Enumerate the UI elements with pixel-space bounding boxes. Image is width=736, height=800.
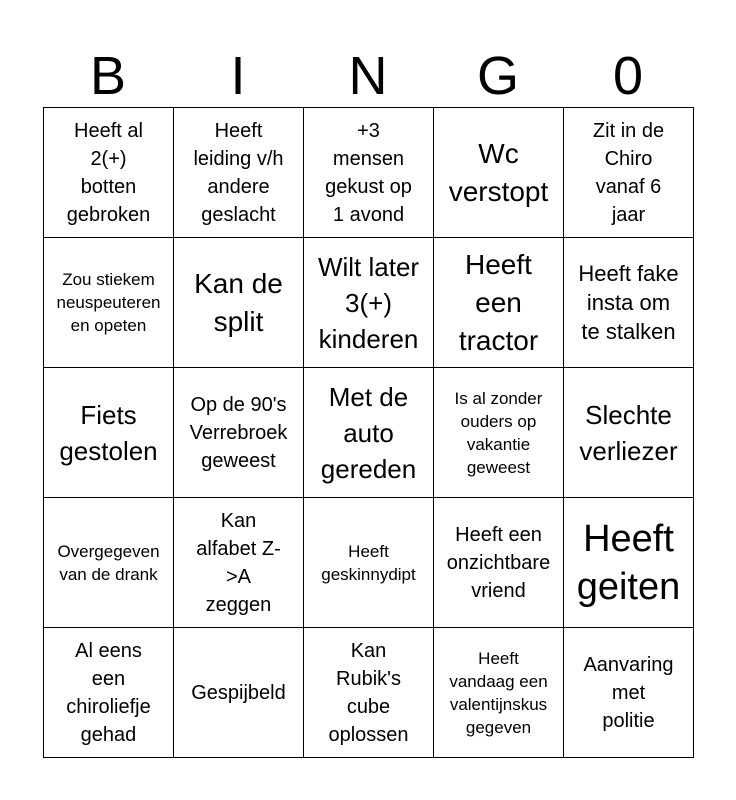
bingo-cell[interactable] xyxy=(174,238,304,368)
cell-text: Fiets gestolen xyxy=(59,399,158,466)
header-letter-b: B xyxy=(89,46,127,106)
cell-text: Heeft een tractor xyxy=(458,248,539,356)
cell-text: Heeft al 2(+) botten gebroken xyxy=(66,119,151,226)
bingo-cell[interactable] xyxy=(564,368,694,498)
bingo-cell[interactable] xyxy=(44,628,174,758)
cell-text: Kan de split xyxy=(194,267,283,337)
cell-text: Heeft geskinnydipt xyxy=(321,541,416,584)
cell-text: Slechte verliezer xyxy=(579,399,678,466)
cell-text: Gespijbeld xyxy=(191,681,286,704)
bingo-cell[interactable] xyxy=(564,628,694,758)
cell-text: Aanvaring met politie xyxy=(583,653,674,732)
bingo-cell[interactable] xyxy=(44,368,174,498)
bingo-cell[interactable] xyxy=(434,108,564,238)
bingo-cell[interactable] xyxy=(174,108,304,238)
bingo-cell[interactable] xyxy=(304,628,434,758)
bingo-cell[interactable] xyxy=(564,238,694,368)
cell-text: Wc verstopt xyxy=(448,137,549,207)
bingo-cell[interactable] xyxy=(174,368,304,498)
bingo-header xyxy=(43,44,693,108)
bingo-cell[interactable] xyxy=(304,498,434,628)
bingo-cell[interactable] xyxy=(564,108,694,238)
cell-text: Is al zonder ouders op vakantie geweest xyxy=(454,388,543,477)
bingo-cell[interactable] xyxy=(564,498,694,628)
bingo-cell[interactable] xyxy=(304,238,434,368)
bingo-cell[interactable] xyxy=(434,628,564,758)
bingo-cell[interactable] xyxy=(44,238,174,368)
header-letter-g: G xyxy=(476,46,519,106)
bingo-cell[interactable] xyxy=(304,368,434,498)
cell-text: Heeft leiding v/h andere geslacht xyxy=(193,119,284,226)
cell-text: Kan alfabet Z- >A zeggen xyxy=(196,509,281,616)
cell-text: Kan Rubik's cube oplossen xyxy=(328,639,409,746)
bingo-cell[interactable] xyxy=(44,498,174,628)
cell-text: Zou stiekem neuspeuteren en opeten xyxy=(56,270,161,335)
cell-text: Zit in de Chiro vanaf 6 jaar xyxy=(592,119,665,226)
cell-text: Al eens een chiroliefje gehad xyxy=(66,639,151,746)
bingo-cell[interactable] xyxy=(174,498,304,628)
bingo-cell[interactable] xyxy=(304,108,434,238)
bingo-board xyxy=(43,107,694,758)
cell-text: Heeft geiten xyxy=(576,517,681,608)
cell-text: Heeft fake insta om te stalken xyxy=(578,261,679,344)
cell-text: Overgegeven van de drank xyxy=(57,541,160,584)
bingo-cell[interactable] xyxy=(434,238,564,368)
bingo-cell[interactable] xyxy=(434,368,564,498)
cell-text: Heeft een onzichtbare vriend xyxy=(446,523,551,602)
bingo-cell[interactable] xyxy=(44,108,174,238)
header-letter-n: N xyxy=(348,46,388,106)
bingo-cell[interactable] xyxy=(174,628,304,758)
cell-text: Met de auto gereden xyxy=(320,381,417,484)
bingo-cell[interactable] xyxy=(434,498,564,628)
cell-text: +3 mensen gekust op 1 avond xyxy=(325,119,412,226)
header-letter-o: 0 xyxy=(612,46,644,106)
header-letter-i: I xyxy=(230,46,246,106)
cell-text: Heeft vandaag een valentijnskus gegeven xyxy=(449,648,548,737)
cell-text: Wilt later 3(+) kinderen xyxy=(317,251,420,354)
cell-text: Op de 90's Verrebroek geweest xyxy=(189,393,288,472)
